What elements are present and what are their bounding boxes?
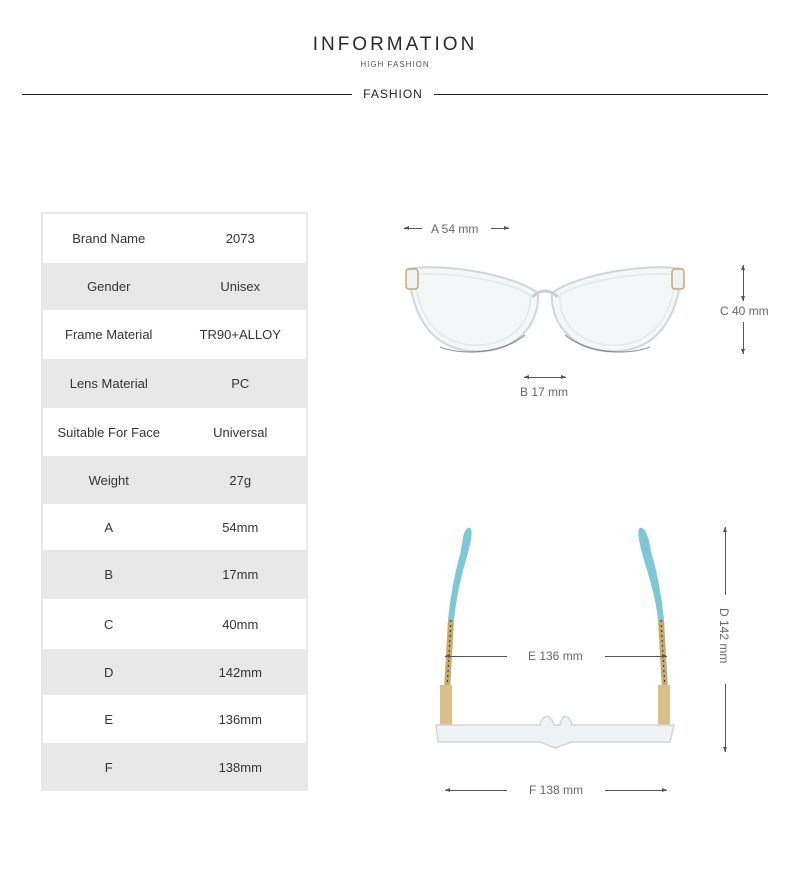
spec-label: D — [104, 664, 114, 680]
spec-row-brand — [43, 214, 306, 263]
dimension-d-arrow-top — [725, 527, 726, 595]
spec-value: 27g — [229, 472, 252, 488]
spec-label: A — [104, 519, 114, 535]
dimension-a-label: A 54 mm — [431, 222, 479, 236]
dimension-e-arrow-right — [605, 656, 667, 657]
spec-label: F — [104, 759, 113, 775]
spec-row-frame-material — [43, 310, 306, 359]
spec-row-face — [43, 408, 306, 456]
spec-value: Unisex — [220, 279, 261, 294]
spec-label: Gender — [87, 279, 131, 294]
spec-label: Suitable For Face — [57, 424, 161, 440]
spec-value: Universal — [213, 424, 268, 440]
divider-label: FASHION — [363, 87, 423, 101]
dimension-e-label: E 136 mm — [528, 649, 583, 663]
spec-value: 54mm — [222, 519, 259, 535]
divider-line-left — [22, 94, 352, 95]
spec-row-e — [43, 695, 306, 743]
spec-row-a — [43, 504, 306, 550]
glasses-top-view-image — [430, 520, 680, 775]
spec-row-weight — [43, 456, 306, 504]
dimension-e-arrow-left — [445, 656, 507, 657]
spec-row-gender — [43, 263, 306, 310]
spec-label: Lens Material — [69, 376, 148, 391]
spec-value: 2073 — [225, 231, 255, 246]
spec-row-lens-material — [43, 359, 306, 408]
spec-label: C — [104, 616, 114, 632]
spec-value: PC — [231, 376, 250, 391]
spec-value: 142mm — [218, 664, 262, 680]
dimension-f-label: F 138 mm — [529, 783, 584, 797]
dimension-d-label: D 142 mm — [717, 608, 731, 664]
spec-row-c — [43, 599, 306, 649]
spec-label: Brand Name — [72, 231, 146, 246]
spec-label: E — [104, 711, 114, 727]
spec-value: 17mm — [222, 567, 259, 582]
dimension-a-arrow-right — [491, 228, 509, 229]
spec-label: Frame Material — [65, 327, 153, 342]
spec-row-f — [43, 743, 306, 791]
spec-value: TR90+ALLOY — [199, 327, 281, 342]
spec-row-d — [43, 649, 306, 695]
dimension-a-arrow-left — [404, 228, 422, 229]
dimension-f-arrow-left — [445, 790, 507, 791]
dimension-d-arrow-bottom — [725, 684, 726, 752]
page-title: INFORMATION — [312, 34, 478, 55]
spec-table — [41, 212, 308, 791]
spec-value: 40mm — [222, 616, 259, 632]
spec-row-b — [43, 550, 306, 599]
dimension-c-arrow-top — [743, 265, 744, 301]
spec-label: Weight — [88, 472, 129, 488]
divider-line-right — [434, 94, 768, 95]
page-subtitle: HIGH FASHION — [360, 60, 430, 69]
dimension-c-label: C 40 mm — [720, 304, 769, 318]
dimension-f-arrow-right — [605, 790, 667, 791]
dimension-c-arrow-bottom — [743, 322, 744, 354]
spec-label: B — [104, 567, 114, 582]
dimension-b-label: B 17 mm — [520, 385, 569, 399]
spec-value: 136mm — [218, 711, 262, 727]
spec-value: 138mm — [218, 759, 262, 775]
dimension-b-arrow — [524, 377, 566, 378]
glasses-front-view-image — [400, 255, 690, 365]
